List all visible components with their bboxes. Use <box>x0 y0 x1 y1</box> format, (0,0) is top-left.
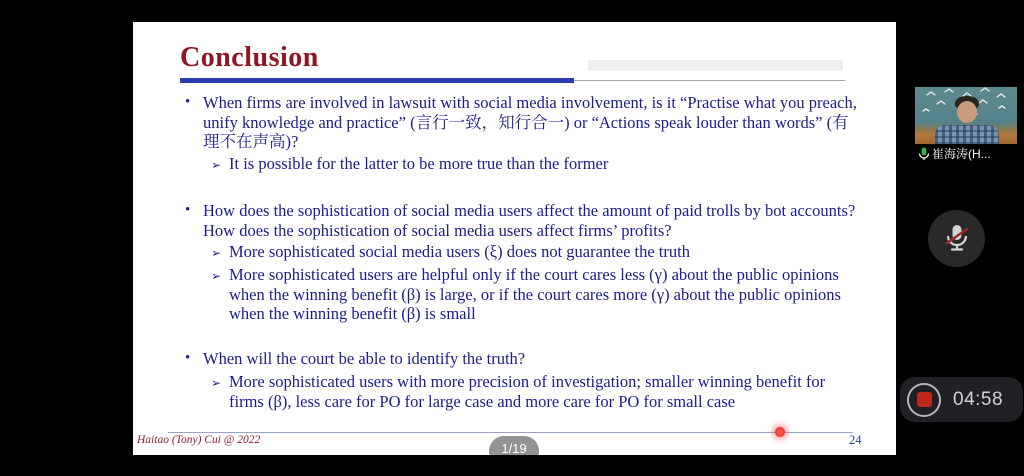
arrowhead-icon: ➢ <box>211 376 222 390</box>
bullet-dot: • <box>185 94 191 110</box>
mic-on-icon <box>918 147 930 161</box>
footer-divider <box>168 432 853 433</box>
recording-control <box>900 377 1023 422</box>
sub-bullet-item <box>211 265 851 324</box>
bullet-item <box>185 349 861 369</box>
mic-muted-icon <box>942 222 972 256</box>
viewer-page-indicator: 1/19 <box>489 436 539 455</box>
arrowhead-icon: ➢ <box>211 158 222 172</box>
slide-footer-author: Haitao (Tony) Cui @ 2022 <box>137 434 261 446</box>
bullet-dot: • <box>185 202 191 218</box>
participant-name: 崔海涛(H... <box>932 147 991 161</box>
slide-page-number: 24 <box>849 433 862 447</box>
title-underline-thin <box>574 80 845 81</box>
bullet-text: When firms are involved in lawsuit with social media involvement, is it “Practise what you preach, unify knowledge and practice” (言行一致，知行合一) or “Actions speak louder than words” (有理不在声高)? <box>203 93 857 151</box>
recording-timer: 04:58 <box>953 388 1004 410</box>
stop-recording-button[interactable] <box>907 383 941 417</box>
sub-bullet-item <box>211 154 851 174</box>
title-band-decoration <box>588 60 843 71</box>
participant-face <box>957 101 977 123</box>
participant-name-label <box>915 144 1017 163</box>
bullet-item <box>185 93 861 152</box>
bullet-text: When will the court be able to identify the truth? <box>203 349 526 368</box>
sub-bullet-text: More sophisticated social media users (ξ) does not guarantee the truth <box>229 242 690 261</box>
sub-bullet-text: More sophisticated users are helpful only if the court cares less (γ) about the public opinions when the winning benefit (β) is large, or if the court cares more (γ) about the public opinions when the winning benefit (β) is small <box>229 265 841 323</box>
bullet-item <box>185 201 861 240</box>
arrowhead-icon: ➢ <box>211 246 222 260</box>
stop-icon <box>917 392 932 407</box>
participant-video-thumbnail[interactable] <box>915 87 1017 163</box>
arrowhead-icon: ➢ <box>211 269 222 283</box>
microphone-muted-button[interactable] <box>928 210 985 267</box>
sub-bullet-item <box>211 372 851 411</box>
title-underline <box>180 78 574 83</box>
laser-pointer-dot <box>775 427 785 437</box>
sub-bullet-text: It is possible for the latter to be more true than the former <box>229 154 609 173</box>
bullet-dot: • <box>185 350 191 366</box>
shared-slide <box>133 22 896 455</box>
participant-video <box>915 87 1017 144</box>
participant-shirt <box>935 125 999 144</box>
sub-bullet-text: More sophisticated users with more precision of investigation; smaller winning benefit for firms (β), less care for PO for large case and more care for PO for small case <box>229 372 826 411</box>
slide-title: Conclusion <box>180 42 319 73</box>
bullet-text: How does the sophistication of social media users affect the amount of paid trolls by bot accounts? How does the sophistication of social media users affect firms’ profits? <box>203 201 856 240</box>
sub-bullet-item <box>211 242 851 262</box>
